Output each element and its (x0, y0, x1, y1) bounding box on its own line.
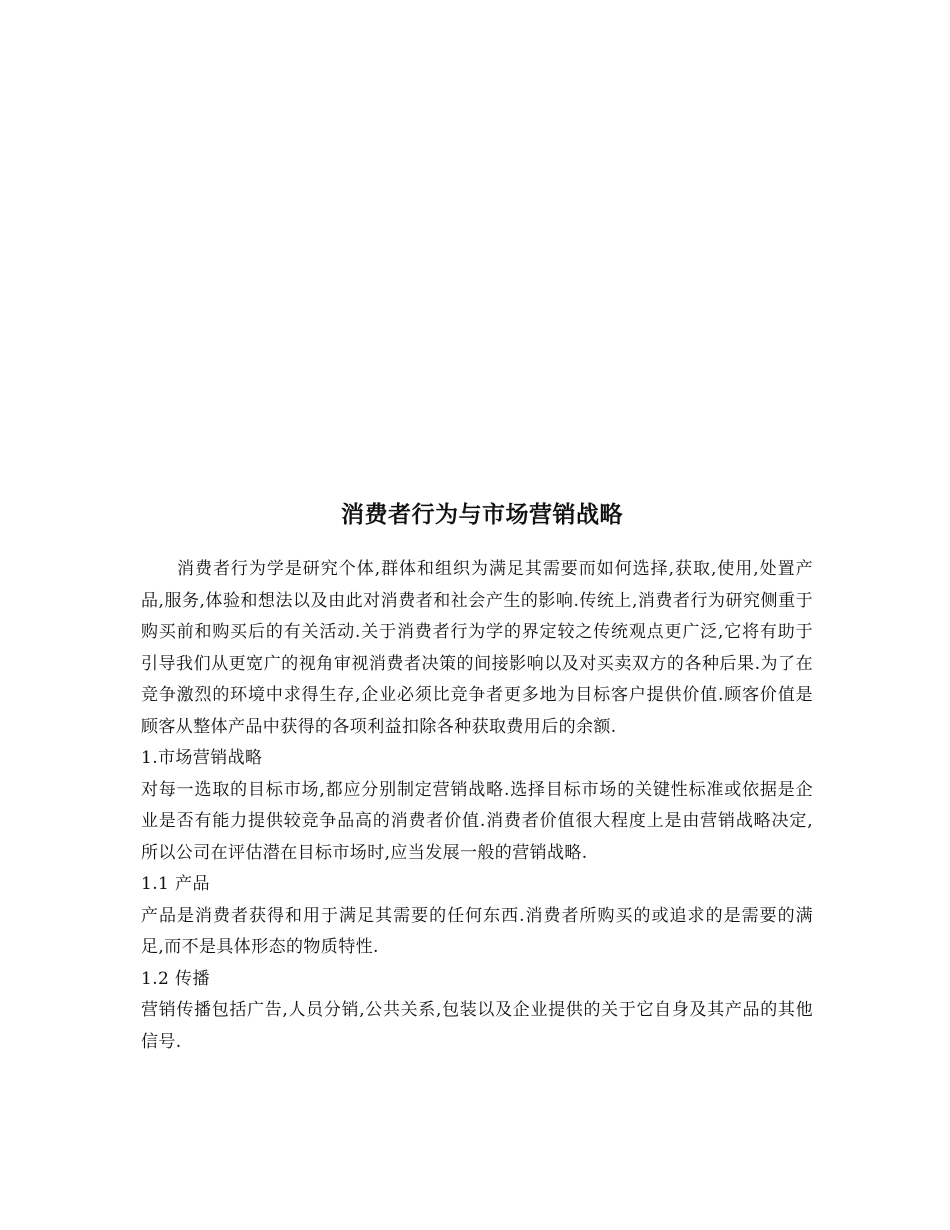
section-heading: 1.1 产品 (141, 874, 210, 894)
section-product (141, 869, 813, 964)
intro-paragraph: 消费者行为学是研究个体,群体和组织为满足其需要而如何选择,获取,使用,处置产品,服务,体验和想法以及由此对消费者和社会产生的影响.传统上,消费者行为研究侧重于购买前和购买后的有关活动.关于消费者行为学的界定较之传统观点更广泛,它将有助于引导我们从更宽广的视角审视消费者决策的间接影响以及对买卖双方的各种后果.为了在竞争激烈的环境中求得生存,企业必须比竞争者更多地为目标客户提供价值.顾客价值是顾客从整体产品中获得的各项利益扣除各种获取费用后的余额. (141, 559, 813, 737)
section-communication (141, 964, 813, 1059)
section-body: 对每一选取的目标市场,都应分别制定营销战略.选择目标市场的关键性标准或依据是企业是否有能力提供较竞争品高的消费者价值.消费者价值很大程度上是由营销战略决定,所以公司在评估潜在目标市场时,应当发展一般的营销战略. (141, 779, 813, 863)
section-heading: 1.2 传播 (141, 968, 210, 989)
section-body: 产品是消费者获得和用于满足其需要的任何东西.消费者所购买的或追求的是需要的满足,而不是具体形态的物质特性. (141, 905, 813, 957)
section-marketing-strategy (141, 743, 813, 869)
section-body: 营销传播包括广告,人员分销,公共关系,包装以及企业提供的关于它自身及其产品的其他信号. (141, 1000, 813, 1052)
document-title: 消费者行为与市场营销战略 (341, 501, 623, 528)
document-body (141, 498, 813, 1058)
section-heading: 1.市场营销战略 (141, 748, 263, 768)
